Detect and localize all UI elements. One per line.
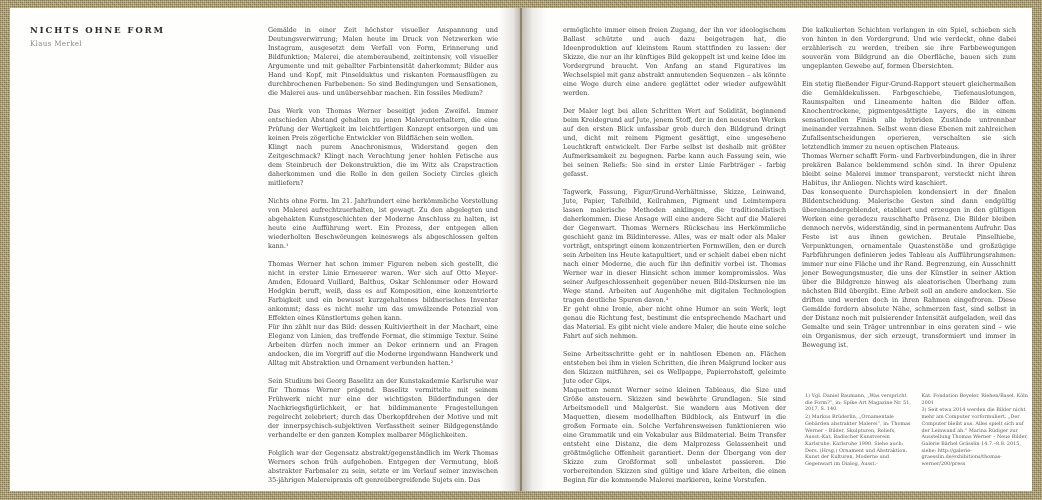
right-page-column-1 [563,26,786,485]
paragraph: Maquetten nennt Werner seine kleinen Tableaus, die Size und Größe ansteuern. Skizzen sind bewährte Grundlagen. Sie sind Arbeitsmodell und Malgerüst. Sie wandern aus Motiven der Maquetten, diesem modellhaften Bildblock, als Entwurf in die großen Formate ein. Solche Verfahrensweisen funktionieren wie eine Grammatik und ein Vokabular aus Bildmaterial. Beim Transfer entsteht eine Distanz, die dem Malprozess Gelassenheit und größtmögliche Offenheit garantiert. Denn der Übergang von der Skizze zum Großformat soll unbelastet passieren. Die vorbereitenden Skizzen sind gültige und klare Arbeiten, die einen Beginn für die kommende Malerei markieren, keine Vorstufen. [563,386,786,484]
paragraph: Gemälde in einer Zeit höchster visueller Anspannung und Deutungsverwirrung; Malen heute im Druck von Netzwerken wie Instagram, ausgesetzt dem Verfall von Form, Erinnerung und Bildfunktion; Malerei, die atemberaubend, zeitintensiv, voll visueller Argumente und mit geballter Farbintensität daherkommt; Bilder aus Hand und Kopf, mit Pinselduktus und riskanten Formausflügen zu durchbrochenen Farbebenen: So sind Bedingungen und Sensationen, die Malerei aus- und unübersehbar machen. Ein fossiles Medium? [268,26,498,97]
paragraph: ermöglichte immer einen freien Zugang, der ihn vor ideologischem Ballast schützte und auch dazu beigetragen hat, die Ideenproduktion auf kleinstem Raum stattfinden zu lassen: der Skizze, die nur an ihr künftiges Bild gekoppelt ist und keine Idee im Vordergrund braucht. Von Anfang an stand Figuratives im Wechselspiel mit ganz abstrakt anmutenden Sequenzen – als könnte eine Woge durch eine andere geglättet oder wieder aufgewühlt werden. [563,26,786,97]
page-gutter [520,8,522,491]
paragraph: Tagwerk, Fassung, Figur/Grund-Verhältnisse, Skizze, Leinwand, Jute, Papier, Tafelbild, Keilrahmen, Pigment und Leimtempera lassen malerische Methoden anklingen, die traditionalistisch daherkommen. Diese Ansage will eine andere Sicht auf die Malerei der Gegenwart. Thomas Werners Rückschau ins Herkömmliche geschieht ganz im Bildinteresse. Alles, was er malt oder als Maler vorträgt, entspringt einem konzentrierten Formwillen, den er durch sein Arbeiten ins Heute katapultiert, und er schielt dabei eben nicht nach einer Moderne, die auch für ihn definitiv vorbei ist. Thomas Werner war in dieser Hinsicht schon immer kompromisslos. Was seiner Aufgeschlossenheit gegenüber neuen Bild-Diskursen nie im Wege stand. Arbeiten auf Augenhöhe mit digitalen Technologien tragen deutliche Spuren davon.³ [563,188,786,304]
paragraph: Das konsequente Durchspielen kondensiert in der finalen Bildentscheidung. Malerische Gesten sind dann endgültig übereinandergeblendet, etabliert und erzeugen in den gültigen Werken eine geradezu rauschhafte Präsenz. Die Bilder bleiben dennoch nervös, widerständig, sind in permanentem Aufruhr. Das Feste ist aus ihnen gewichen. Brutale Pinselhiebe, Verpunktungen, ornamentale Quastenstöße und großzügige Farbführungen definieren jedes Tableau als Aufführungsrahmen: immer nur eine Fläche und ihr Rand. Begrenzung, ein Ausschnitt jener Bewegungsmuster, die uns der Künstler in seiner Aktion über die Bildgrenze hinweg als aleatorischen Überhang zum nächsten Bild übergibt. Eine Arbeit soll an andere andocken. Sie driften und werden doch in ihren Rahmen eingefroren. Diese Gemälde fordern absolute Nähe, schmerzen fast, sind selbst in der Distanz noch mit pulsierender Intensität aufgeladen, weil das Gemalte und sein Träger untrennbar in eins geraten sind – wie ein Organismus, der sich erzeugt, transformiert und immer in Bewegung ist. [802,188,1016,349]
footnote-column-a [805,393,913,469]
paragraph: Nichts ohne Form. Im 21. Jahrhundert eine herkömmliche Vorstellung von Malerei aufrechtzuerhalten, ist gewagt. Zu den abgelegten und abgehakten Kunstgeschichten der Moderne Anschluss zu halten, ist heute eine Aufführung wert. Ein Prozess, der entgegen allen wiederholten Beschwörungen keineswegs als abgeschlossen gelten kann.¹ [268,197,498,250]
page-title: NICHTS OHNE FORM [30,26,165,36]
paragraph: Folglich war der Gegensatz abstrakt/gegenständlich im Werk Thomas Werners schon früh aufgehoben. Entgegen der Vermutung, bloß abstrakter Farbmaler zu sein, setzte er im Verlauf seiner inzwischen 35-jährigen Malereipraxis oft genreübergreifende Sujets ein. Das [268,449,498,484]
footnote-column-b [922,393,1030,469]
paragraph: Er geht ohne Ironie, aber nicht ohne Humor an sein Werk, legt genau die Richtung fest, bestimmt die entsprechende Machart und das Material. Es gibt nicht viele andere Maler, die heute eine solche Fahrt auf sich nehmen. [563,305,786,340]
paragraph: Klingt nach purem Anachronismus, Widerstand gegen den Zeitgeschmack? Klingt nach Verachtung jener hohlen Fetische aus dem Steinbruch der Dekonstruktion, die im Witz als Crapstraction daherkommen und die Rolle in den geilen Society Circles gleich mitliefern? [268,143,498,187]
paragraph: Thomas Werner schafft Form- und Farbverbindungen, die in ihrer prekären Balance beklemmend schön sind. In ihrer Opulenz bleibt seine Malerei immer transparent, versteckt nicht ihren Habitus, ihr Anliegen. Nichts wird kaschiert. [802,152,1016,187]
paragraph: 2) Markus Brüderlin, „Ornamentale Gebärden abstrakter Malerei“, in: Thomas Werner – Bilder, Skulpturen, Reliefs, Ausst.-Kat. Badischer Kunstverein Karlsruhe, Karlsruhe 1990. Siehe auch: Ders. (Hrsg.) Ornament und Abstraktion. Kunst der Kulturen, Moderne und Gegenwart im Dialog, Ausst.- [805,414,911,468]
paragraph: Die kalkulierten Schichten verlangen in ein Spiel, schieben sich von hinten in den Vordergrund. Und wie verdeckt, ohne dabei erzählerisch zu werden, treiben sie ihre Farbbewegungen souverän vom Bildgrund an die Oberfläche, bauen sich zum ungeplanten Gewebe auf, formen Übersichten. [802,26,1016,70]
paragraph: Seine Arbeitsschritte geht er in nahtlosen Ebenen an. Flächen entstehen bei ihm in vielen Schritten, die ihren Malgrund locker aus den Skizzen mitführen, sei es Wellpappe, Papierrohstoff, geleimte Jute oder Gips. [563,350,786,385]
left-page [10,8,521,491]
paragraph: 3) Seit etwa 2014 werden die Bilder nicht mehr am Computer vorformuliert. „Der Computer bleibt aus. Alles spielt sich auf der Leinwand ab.“ Marina Rüdiger zur Ausstellung Thomas Werner – Neue Bilder, Galerie Bärbel Grässlin 14.7.–8.8. 2015, siehe: http://galerie-graesslin.de/exhibitions/thomas-werner/200/press [921,407,1028,468]
paragraph: Der Maler legt bei allen Schritten Wert auf Solidität, beginnend beim Kreidegrund auf Jute, jenem Stoff, der in den neuesten Werken auf den ersten Blick unfassbar grob durch den Bildgrund dringt und, dicht mit reinem Pigment gesättigt, eine ungesehene Leuchtkraft entwickelt. Der Farbe selbst ist deshalb mit größter Aufmerksamkeit zu begegnen. Farbe kann auch Fassung sein, wie bei seinen Reliefs: Sie sind in erster Linie Farbträger – farbig gefasst. [563,107,786,178]
paragraph: 1) Vgl. Daniel Baumann, „Was verspricht die Form?“, in: Spike Art Magazine Nr. 51, 2017, S. 140. [805,393,911,413]
paragraph: Sein Studium bei Georg Baselitz an der Kunstakademie Karlsruhe war für Thomas Werner prägend. Baselitz vermittelte mit seinem Frühwerk nicht nur eine der wichtigsten Bilderfindungen der Nachkriegsfigürlichkeit, er hat bildimmanente Fragestellungen regelrecht zelebriert; durch das Überkopfdrehen der Motive und mit der innerpsychisch-subjektiven Verfasstheit seiner Bildgegenstände verhandelte er den ganzen Komplex malbarer Möglichkeiten. [268,377,498,439]
paragraph: Das Werk von Thomas Werner beseitigt jeden Zweifel. Immer entschieden Abstand gehalten zu jenen Malerunterhaltern, die eine Prüfung der Wertigkeit im leichtfertigen Konzept entsorgen und um keinen Preis zögerliche Entwickler von Bildflächen sein wollen. [268,107,498,142]
author-name: Klaus Merkel [30,40,83,48]
right-page [521,8,1032,491]
left-page-text-column [268,26,498,485]
right-page-column-2 [802,26,1016,350]
paragraph: Für ihn zählt nur das Bild: dessen Kultiviertheit in der Machart, eine Eleganz von Linien, das treffende Format, die stimmige Textur. Seine Arbeiten dürfen noch immer an Dekor erinnern und an Fragen andocken, die im Vorgriff auf die Moderne irgendwann Handwerk und Alltag mit Abstraktion und Ornament verbunden hatten.² [268,323,498,367]
paragraph: Kat. Fondation Beyeler, Riehen/Basel, Köln 2001 [921,393,1028,406]
footnotes [805,393,1029,469]
paragraph: Thomas Werner hat schon immer Figuren neben sich gestellt, die nicht in erster Linie Erneuerer waren. Wer sich auf Otto Meyer-Amden, Edouard Vuillard, Balthus, Oskar Schlemmer oder Howard Hodgkin beruft, weiß, dass es auf Komposition, eine konzentrierte Farbigkeit und ein bewusst kurzgehaltenes bildnerisches Inventar ankommt; dass es nicht mehr um das umwälzende Potenzial von Effekten eines Künstlertums gehen kann. [268,260,498,322]
paragraph: Ein stetig fließender Figur-Grund-Rapport steuert gleichermaßen die Gemäldekulissen. Farbgeschiebe, Tiefenauslotungen, Raumspalten und Lineamente halten die Bilder offen. Knochentrockene, pigmentgesättigte Layers, die in einem sensationellen Finish alle hybriden Zustände untrennbar ineinander verzahnen. Selbst wenn diese Ebenen mit zahlreichen Zufallsentscheidungen operieren, verschalten sie sich letztendlich immer zu neuen optischen Plateaus. [802,80,1016,151]
